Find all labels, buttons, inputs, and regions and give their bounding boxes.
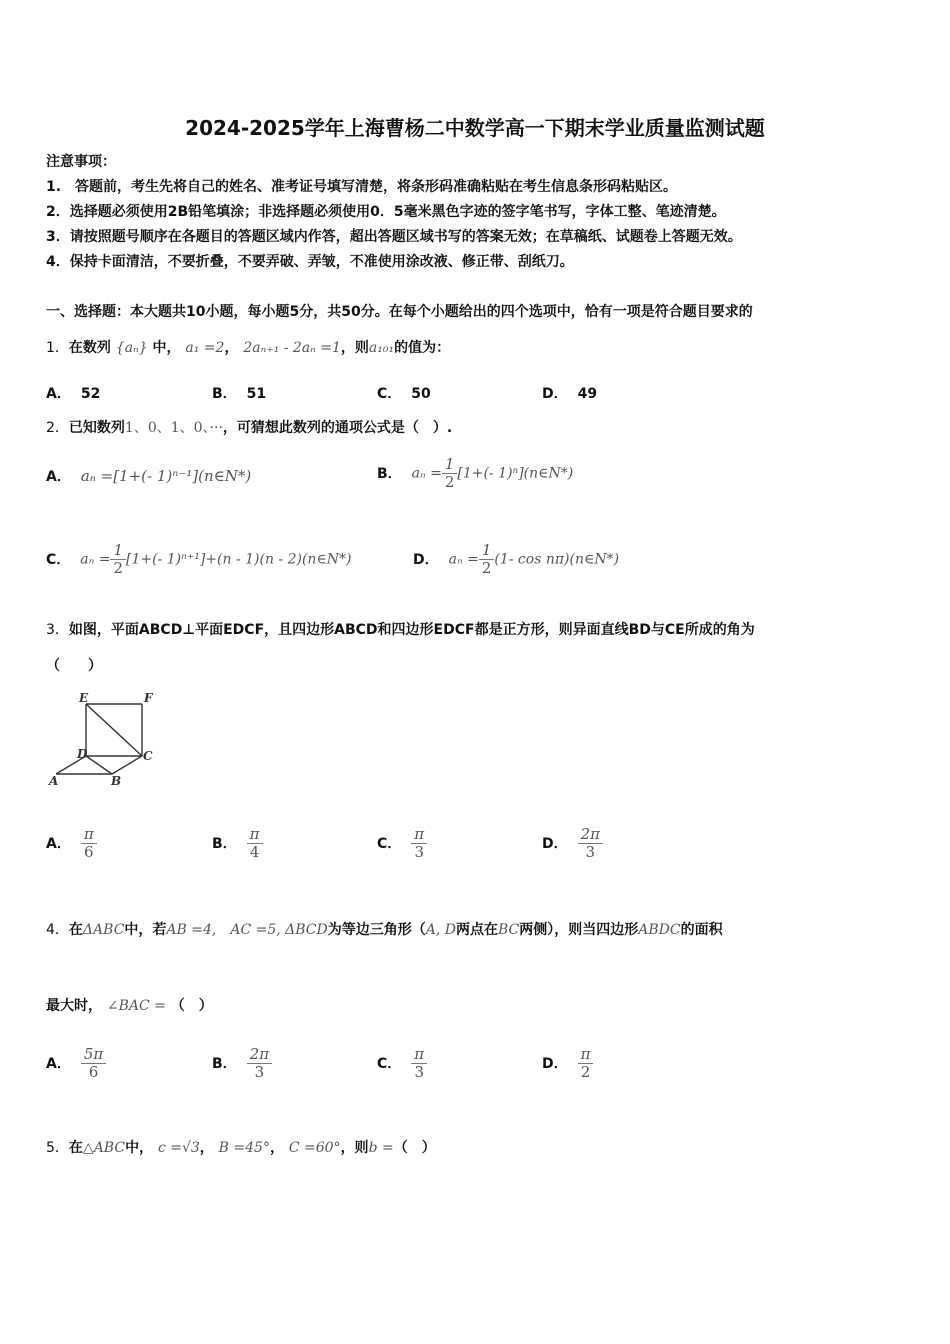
q4-math: BC [498,922,520,938]
q5-math: △ABC [82,1140,126,1156]
q3-figure [46,686,166,796]
option-label: B． [212,1055,237,1072]
notice-item-1: 1. 答题前，考生先将自己的姓名、准考证号填写清楚，将条形码准确粘贴在考生信息条形码粘贴区。 [46,179,678,195]
fraction [411,1046,427,1081]
q4-math: ΔABC [82,922,125,938]
q4-text: 为等边三角形（ [327,922,426,938]
option-formula: (1- cos nπ)(n∈N*) [494,551,620,568]
q5-text: ，则 [340,1140,369,1156]
question-5 [46,1138,436,1158]
q5-text: 在 [68,1140,83,1156]
q3-option-c[interactable] [377,826,427,861]
label-F: F [144,691,153,705]
option-label: D． [413,551,439,568]
q4-math: ∠BAC = [106,998,166,1014]
q2-option-c[interactable] [46,542,352,577]
q5-text: 中， [125,1140,154,1156]
q2-option-b[interactable] [377,456,573,491]
q5-number: 5． [46,1140,69,1156]
fraction-numerator: 5π [81,1046,106,1064]
option-label: D． [542,1055,568,1072]
notice-heading: 注意事项： [46,154,116,170]
q4-text: 最大时， [46,998,102,1014]
option-text: 52 [80,386,101,402]
option-label: C． [377,835,402,852]
option-formula: aₙ = [448,551,479,568]
question-4-cont [46,996,213,1016]
fraction-denominator: 4 [249,843,260,861]
q5-text: （ ） [393,1140,436,1156]
fraction [442,456,458,491]
q2-number: 2． [46,420,69,436]
label-E: E [79,691,89,705]
q1-text: 在数列 [68,340,111,356]
q1-option-a[interactable] [46,384,100,404]
fraction-denominator: 6 [84,843,94,861]
q1-text: 的值为： [394,340,451,356]
q4-text: 中，若 [124,922,167,938]
q4-option-d[interactable] [542,1046,593,1081]
fraction-numerator: 1 [442,456,458,474]
fraction-denominator: 2 [444,473,455,491]
q5-math: c =√3 [157,1140,200,1156]
fraction-denominator: 2 [580,1063,591,1081]
q2-math-sequence: 1、0、1、0、··· [124,420,223,436]
q5-text: ， [199,1140,214,1156]
q1-number: 1． [46,340,69,356]
fraction-denominator: 2 [113,559,124,577]
q4-math: AB =4, AC =5, ΔBCD [166,922,328,938]
q4-text: 两侧），则当四边形 [519,922,639,938]
q1-math-target: a₁₀₁ [368,340,395,356]
fraction [411,826,427,861]
notice-item-4: 4．保持卡面清洁，不要折叠，不要弄破、弄皱，不准使用涂改液、修正带、刮纸刀。 [46,254,574,270]
fraction-denominator: 6 [88,1063,99,1081]
q5-text: ， [269,1140,284,1156]
q2-option-d[interactable] [413,542,619,577]
fraction [247,1046,272,1081]
fraction-numerator: 2π [578,826,603,844]
option-text: 50 [411,386,431,402]
section-heading: 一、选择题：本大题共10小题，每小题5分，共50分。在每个小题给出的四个选项中，恰有一项是符合题目要求的 [46,304,753,320]
fraction-denominator: 3 [414,843,424,861]
option-label: C． [377,386,402,402]
option-label: A． [46,469,71,485]
option-label: D． [542,835,568,852]
fraction-numerator: π [81,826,97,844]
fraction [578,826,603,861]
q2-option-a[interactable] [46,466,251,487]
q4-text: 在 [68,922,83,938]
option-label: B． [212,835,237,852]
fraction [578,1046,594,1081]
option-formula: aₙ =[1+(- 1)ⁿ⁻¹](n∈N*) [80,467,252,485]
q1-text: 中， [152,340,181,356]
option-text: 49 [577,386,598,402]
notice-item-2: 2．选择题必须使用2B铅笔填涂；非选择题必须使用0．5毫米黑色字迹的签字笔书写，字体工整、笔迹清楚。 [46,204,726,220]
option-text: 51 [246,386,267,402]
fraction-denominator: 3 [414,1063,424,1081]
q3-paren: （ ） [46,658,102,674]
label-C: C [143,749,153,763]
label-D: D [77,747,88,761]
option-label: C． [377,1055,402,1072]
q4-text: （ ） [170,998,213,1014]
fraction-numerator: π [411,826,427,844]
fraction [81,826,97,861]
q4-number: 4． [46,922,69,938]
q4-text: 的面积 [680,922,723,938]
q3-option-a[interactable] [46,826,97,861]
option-label: A． [46,386,71,402]
option-label: A． [46,835,71,852]
fraction-numerator: π [578,1046,594,1064]
fraction-numerator: 1 [110,542,126,560]
question-1 [46,338,450,358]
q2-text: ，可猜想此数列的通项公式是（ ）. [222,420,453,436]
q1-text: ，则 [340,340,369,356]
q4-option-b[interactable] [212,1046,272,1081]
fraction [479,542,495,577]
q3-option-b[interactable] [212,826,263,861]
fraction-numerator: 1 [479,542,495,560]
q3-number: 3． [46,622,69,638]
q1-math-initial: a₁ =2 [185,340,225,356]
q5-math: b = [368,1140,394,1156]
q1-option-c[interactable] [377,384,431,404]
q1-math-sequence: {aₙ} [115,340,148,356]
option-formula: [1+(- 1)ⁿ](n∈N*) [457,465,574,482]
q1-option-b[interactable] [212,384,266,404]
page-title: 2024-2025学年上海曹杨二中数学高一下期末学业质量监测试题 [185,116,765,140]
q3-text: 如图，平面ABCD⊥平面EDCF，且四边形ABCD和四边形EDCF都是正方形，则异面直线BD与CE所成的角为 [68,622,755,638]
option-label: C． [46,551,71,568]
fraction-denominator: 2 [481,559,492,577]
option-label: B． [377,465,402,482]
edge-BC [112,756,142,774]
q3-option-d[interactable] [542,826,603,861]
notice-item-3: 3．请按照题号顺序在各题目的答题区域内作答，超出答题区域书写的答案无效；在草稿纸、试题卷上答题无效。 [46,229,742,245]
fraction-denominator: 3 [585,843,596,861]
q5-math: C =60° [288,1140,341,1156]
q2-text: 已知数列 [68,420,125,436]
fraction-numerator: 2π [247,1046,272,1064]
fraction [81,1046,106,1081]
option-label: A． [46,1055,71,1072]
option-formula: aₙ = [411,465,442,482]
q1-option-d[interactable] [542,384,597,404]
q1-math-recurrence: 2aₙ₊₁ - 2aₙ =1 [243,340,341,356]
question-2 [46,418,452,438]
option-label: B． [212,386,237,402]
edge-DB [86,756,112,774]
q1-text: ， [224,340,239,356]
fraction-numerator: π [247,826,263,844]
q4-math: A, D [425,922,456,938]
label-A: A [49,774,59,788]
fraction-numerator: π [411,1046,427,1064]
edge-EC [86,704,142,756]
q4-option-c[interactable] [377,1046,427,1081]
question-4 [46,920,723,940]
option-label: D． [542,386,568,402]
fraction-denominator: 3 [254,1063,265,1081]
option-formula: [1+(- 1)ⁿ⁺¹]+(n - 1)(n - 2)(n∈N*) [126,551,352,568]
q4-option-a[interactable] [46,1046,106,1081]
question-3 [46,620,755,640]
q5-math: B =45° [218,1140,270,1156]
label-B: B [111,774,122,788]
option-formula: aₙ = [80,551,111,568]
fraction [110,542,126,577]
q4-math: ABDC [638,922,681,938]
fraction [247,826,263,861]
q4-text: 两点在 [456,922,498,938]
